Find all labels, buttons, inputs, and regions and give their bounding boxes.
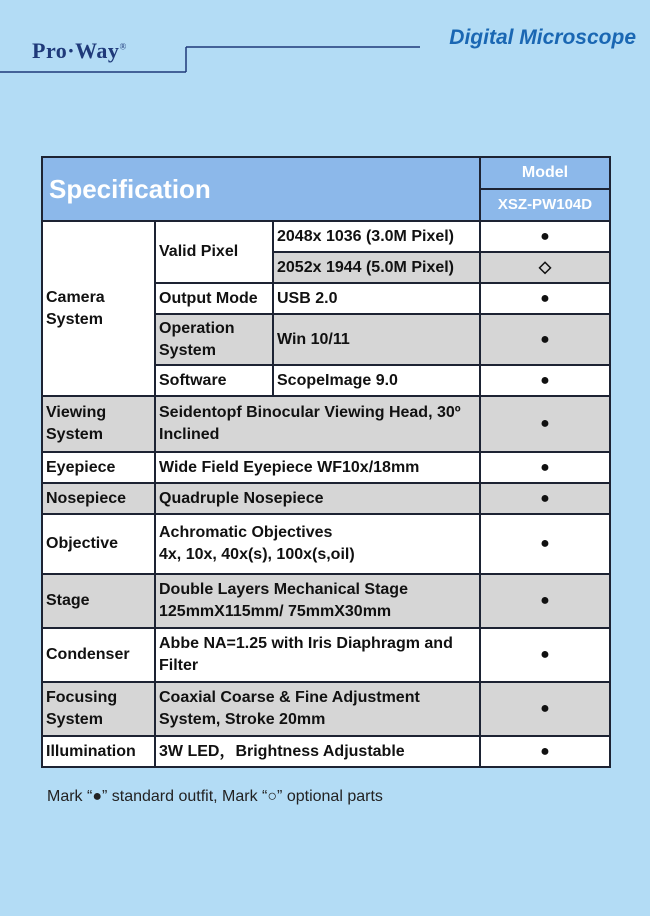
output-mode-mark: ● bbox=[480, 283, 610, 314]
nosepiece-mark: ● bbox=[480, 483, 610, 514]
model-code: XSZ-PW104D bbox=[480, 189, 610, 221]
stage-value-line1: Double Layers Mechanical Stage bbox=[159, 581, 408, 598]
row-label-viewing-system: Viewing System bbox=[42, 396, 155, 452]
row-label-focusing-system: Focusing System bbox=[42, 682, 155, 736]
software-value: ScopeImage 9.0 bbox=[273, 365, 480, 396]
illumination-mark: ● bbox=[480, 736, 610, 767]
condenser-value: Abbe NA=1.25 with Iris Diaphragm and Filter bbox=[155, 628, 480, 682]
operation-system-value: Win 10/11 bbox=[273, 314, 480, 365]
operation-system-label: Operation System bbox=[155, 314, 273, 365]
stage-value bbox=[155, 574, 480, 628]
valid-pixel-label: Valid Pixel bbox=[155, 221, 273, 283]
row-label-nosepiece: Nosepiece bbox=[42, 483, 155, 514]
nosepiece-value: Quadruple Nosepiece bbox=[155, 483, 480, 514]
row-label-stage: Stage bbox=[42, 574, 155, 628]
operation-system-mark: ● bbox=[480, 314, 610, 365]
eyepiece-value: Wide Field Eyepiece WF10x/18mm bbox=[155, 452, 480, 483]
brand-logo: Pro·Way® bbox=[32, 38, 127, 63]
pixel-5m-value: 2052x 1944 (5.0M Pixel) bbox=[273, 252, 480, 283]
stage-mark: ● bbox=[480, 574, 610, 628]
specification-table bbox=[41, 156, 611, 768]
objective-value-line2: 4x, 10x, 40x(s), 100x(s,oil) bbox=[159, 546, 355, 563]
condenser-mark: ● bbox=[480, 628, 610, 682]
row-label-condenser: Condenser bbox=[42, 628, 155, 682]
model-label: Model bbox=[480, 157, 610, 189]
software-label: Software bbox=[155, 365, 273, 396]
viewing-system-mark: ● bbox=[480, 396, 610, 452]
focusing-system-mark: ● bbox=[480, 682, 610, 736]
eyepiece-mark: ● bbox=[480, 452, 610, 483]
illumination-value: 3W LED，Brightness Adjustable bbox=[155, 736, 480, 767]
objective-value bbox=[155, 514, 480, 574]
pixel-3m-mark: ● bbox=[480, 221, 610, 252]
objective-value-line1: Achromatic Objectives bbox=[159, 524, 333, 541]
output-mode-label: Output Mode bbox=[155, 283, 273, 314]
pixel-3m-value: 2048x 1036 (3.0M Pixel) bbox=[273, 221, 480, 252]
row-label-objective: Objective bbox=[42, 514, 155, 574]
row-label-camera-system: Camera System bbox=[42, 221, 155, 396]
document-title: Digital Microscope bbox=[449, 26, 636, 49]
software-mark: ● bbox=[480, 365, 610, 396]
objective-mark: ● bbox=[480, 514, 610, 574]
focusing-system-value: Coaxial Coarse & Fine Adjustment System, Stroke 20mm bbox=[155, 682, 480, 736]
row-label-eyepiece: Eyepiece bbox=[42, 452, 155, 483]
viewing-system-value: Seidentopf Binocular Viewing Head, 30º Inclined bbox=[155, 396, 480, 452]
pixel-5m-mark: ◇ bbox=[480, 252, 610, 283]
row-label-illumination: Illumination bbox=[42, 736, 155, 767]
output-mode-value: USB 2.0 bbox=[273, 283, 480, 314]
legend-note: Mark “●” standard outfit, Mark “○” optional parts bbox=[47, 788, 383, 805]
table-title: Specification bbox=[42, 157, 480, 221]
stage-value-line2: 125mmX115mm/ 75mmX30mm bbox=[159, 603, 392, 620]
